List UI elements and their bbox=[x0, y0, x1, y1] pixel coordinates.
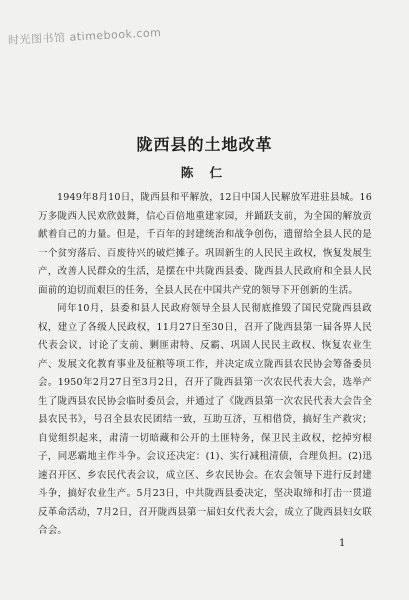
paragraph: 1949年8月10日，陇西县和平解放，12日中国人民解放军进驻县城。16万多陇西人民欢欣鼓舞，信心百倍地重建家园，并踊跃支前，为全国的解放贡献着自己的力量。但是，千百年的封建统治和战争创伤，遗留给全县人民的是一个贫穷落后、百废待兴的破烂摊子。巩固新生的人民民主政权，恢复发展生产，改善人民群众的生活，是摆在中共陇西县委、陇西县人民政府和全县人民面前的迫切而艰巨的任务，全县人民在中国共产党的领导下开创新的生活。 bbox=[38, 192, 372, 296]
article-author: 陈 仁 bbox=[180, 165, 229, 180]
article-body bbox=[38, 189, 372, 541]
page-number: 1 bbox=[339, 538, 346, 549]
watermark: 时光图书馆 atimebook.com bbox=[7, 25, 162, 48]
paragraph: 同年10月，县委和县人民政府领导全县人民彻底推毁了国民党陇西县政权，建立了各级人民政权，11月27日至30日，召开了陇西县第一届各界人民代表会议，讨论了支前、剿匪肃特、反霸、巩固人民民主政权、恢复农业生产、发展文化教育事业及征粮等项工作，并决定成立陇西县农民协会筹备委员会。1950年2月27日至3月2日，召开了陇西县第一次农民代表大会，选举产生了陇西县农民协会临时委员会，并通过了《陇西县第一次农民代表大会告全县农民书》，号召全县农民团结一致，互助互济，互相借贷，搞好生产救灾；自觉组织起来，肃清一切暗藏和公开的土匪特务，保卫民主政权，挖掉穷根子，同恶霸地主作斗争。会议还决定：(1)、实行减租清债，合理负担。(2)迅速召开区、乡农民代表会议，成立区、乡农民协会。在农会领导下进行反封建斗争，搞好农业生产。5月23日，中共陇西县委决定，坚决取缔和打击一贯道反革命活动，7月2日，召开陇西县第一届妇女代表大会，成立了陇西县妇女联合会。 bbox=[38, 303, 372, 536]
article-title: 陇西县的土地改革 bbox=[136, 135, 273, 154]
